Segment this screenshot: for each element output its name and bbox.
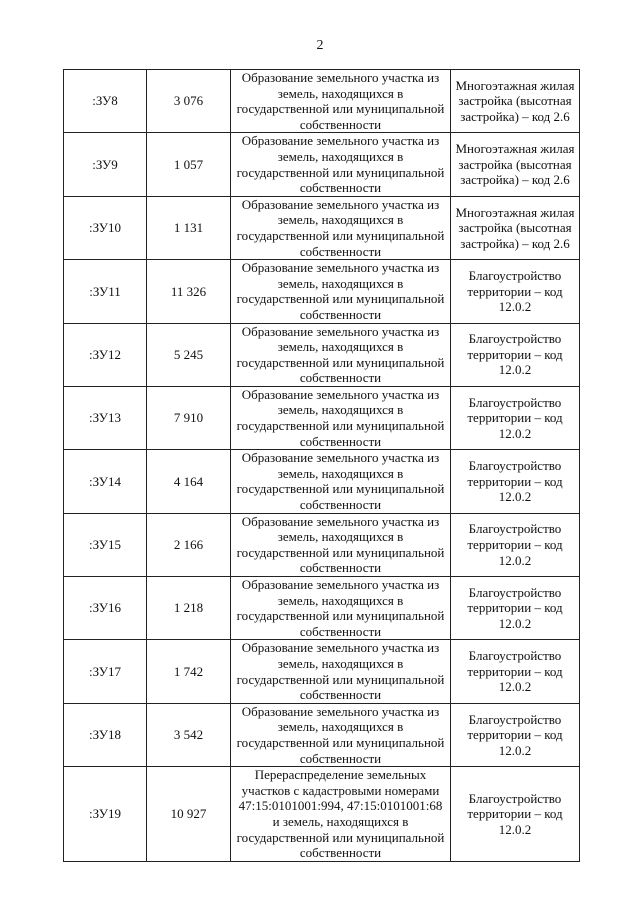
land-plots-table <box>63 69 580 862</box>
plot-id-cell: :ЗУ19 <box>64 767 147 862</box>
permitted-use-cell: Многоэтажная жилая застройка (высотная застройка) – код 2.6 <box>451 70 580 133</box>
permitted-use-cell: Благоустройство территории – код 12.0.2 <box>451 450 580 513</box>
plot-id-cell: :ЗУ18 <box>64 703 147 766</box>
plot-id-cell: :ЗУ14 <box>64 450 147 513</box>
plot-area-cell: 11 326 <box>147 260 231 323</box>
plot-area-cell: 1 218 <box>147 577 231 640</box>
table-row <box>64 196 580 259</box>
page-number: 2 <box>316 38 324 53</box>
plot-id-cell: :ЗУ8 <box>64 70 147 133</box>
table-row <box>64 70 580 133</box>
table-row <box>64 640 580 703</box>
plot-id-cell: :ЗУ15 <box>64 513 147 576</box>
plot-area-cell: 1 131 <box>147 196 231 259</box>
formation-method-cell: Образование земельного участка из земель, находящихся в государственной или муниципальной собственности <box>231 70 451 133</box>
plot-area-cell: 10 927 <box>147 767 231 862</box>
permitted-use-cell: Благоустройство территории – код 12.0.2 <box>451 323 580 386</box>
plot-area-cell: 1 742 <box>147 640 231 703</box>
plot-id-cell: :ЗУ11 <box>64 260 147 323</box>
formation-method-cell: Образование земельного участка из земель, находящихся в государственной или муниципальной собственности <box>231 133 451 196</box>
permitted-use-cell: Многоэтажная жилая застройка (высотная застройка) – код 2.6 <box>451 133 580 196</box>
formation-method-cell: Образование земельного участка из земель, находящихся в государственной или муниципальной собственности <box>231 196 451 259</box>
table-row <box>64 577 580 640</box>
plot-id-cell: :ЗУ13 <box>64 386 147 449</box>
plot-id-cell: :ЗУ10 <box>64 196 147 259</box>
table-row <box>64 450 580 513</box>
formation-method-cell: Образование земельного участка из земель, находящихся в государственной или муниципальной собственности <box>231 450 451 513</box>
plot-id-cell: :ЗУ9 <box>64 133 147 196</box>
formation-method-cell: Образование земельного участка из земель, находящихся в государственной или муниципальной собственности <box>231 386 451 449</box>
table-row <box>64 323 580 386</box>
formation-method-cell: Перераспределение земельных участков с кадастровыми номерами 47:15:0101001:994, 47:15:0101001:68 и земель, находящихся в государственной или муниципальной собственности <box>231 767 451 862</box>
table-row <box>64 767 580 862</box>
permitted-use-cell: Благоустройство территории – код 12.0.2 <box>451 640 580 703</box>
permitted-use-cell: Благоустройство территории – код 12.0.2 <box>451 767 580 862</box>
permitted-use-cell: Благоустройство территории – код 12.0.2 <box>451 260 580 323</box>
plot-area-cell: 4 164 <box>147 450 231 513</box>
formation-method-cell: Образование земельного участка из земель, находящихся в государственной или муниципальной собственности <box>231 577 451 640</box>
formation-method-cell: Образование земельного участка из земель, находящихся в государственной или муниципальной собственности <box>231 640 451 703</box>
plot-id-cell: :ЗУ17 <box>64 640 147 703</box>
permitted-use-cell: Благоустройство территории – код 12.0.2 <box>451 513 580 576</box>
formation-method-cell: Образование земельного участка из земель, находящихся в государственной или муниципальной собственности <box>231 323 451 386</box>
plot-area-cell: 1 057 <box>147 133 231 196</box>
plot-area-cell: 3 542 <box>147 703 231 766</box>
table-row <box>64 513 580 576</box>
plot-id-cell: :ЗУ16 <box>64 577 147 640</box>
permitted-use-cell: Благоустройство территории – код 12.0.2 <box>451 386 580 449</box>
plot-area-cell: 2 166 <box>147 513 231 576</box>
permitted-use-cell: Многоэтажная жилая застройка (высотная застройка) – код 2.6 <box>451 196 580 259</box>
plot-id-cell: :ЗУ12 <box>64 323 147 386</box>
plot-area-cell: 5 245 <box>147 323 231 386</box>
table-row <box>64 386 580 449</box>
plot-area-cell: 7 910 <box>147 386 231 449</box>
permitted-use-cell: Благоустройство территории – код 12.0.2 <box>451 577 580 640</box>
table-row <box>64 703 580 766</box>
table-row <box>64 260 580 323</box>
permitted-use-cell: Благоустройство территории – код 12.0.2 <box>451 703 580 766</box>
plot-area-cell: 3 076 <box>147 70 231 133</box>
formation-method-cell: Образование земельного участка из земель, находящихся в государственной или муниципальной собственности <box>231 513 451 576</box>
table-row <box>64 133 580 196</box>
formation-method-cell: Образование земельного участка из земель, находящихся в государственной или муниципальной собственности <box>231 703 451 766</box>
formation-method-cell: Образование земельного участка из земель, находящихся в государственной или муниципальной собственности <box>231 260 451 323</box>
